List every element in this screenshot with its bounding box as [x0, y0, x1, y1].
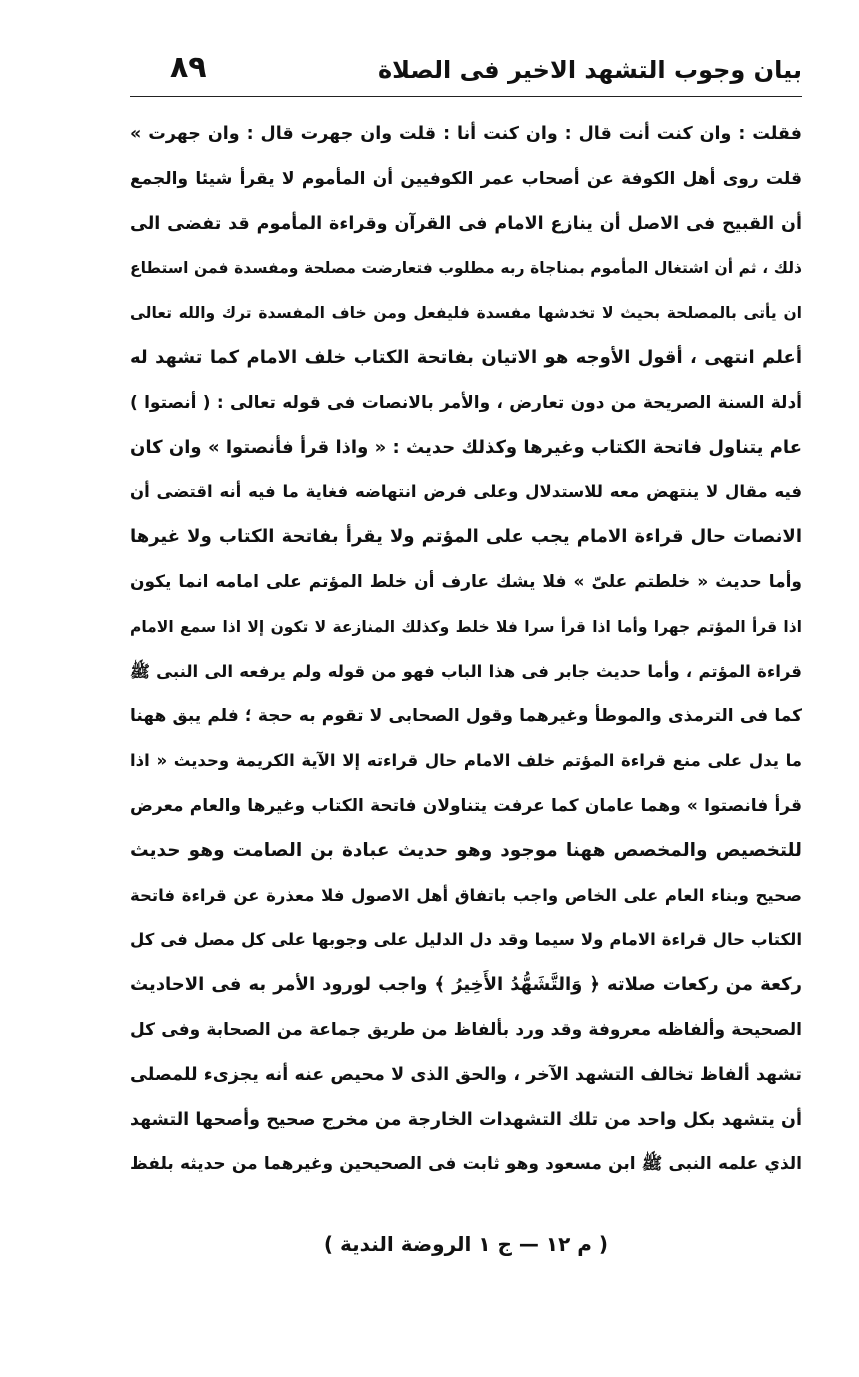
text-line: قلت روى أهل الكوفة عن أصحاب عمر الكوفيين أن المأموم لا يقرأ شيئا والجمع: [130, 168, 802, 189]
text-line: قراءة المؤتم ، وأما حديث جابر فى هذا الباب فهو من قوله ولم يرفعه الى النبى ﷺ: [130, 661, 802, 681]
text-line: ما يدل على منع قراءة المؤتم خلف الامام حال قراءته إلا الآية الكريمة وحديث « اذا: [130, 751, 802, 771]
running-title: بيان وجوب التشهد الاخير فى الصلاة: [377, 56, 802, 84]
text-line: ركعة من ركعات صلاته ﴿ وَالتَّشَهُّدُ الأَخِيرُ ﴾ واجب لورود الأمر به فى الاحاديث: [130, 974, 802, 996]
text-line: الذي علمه النبى ﷺ ابن مسعود وهو ثابت فى الصحيحين وغيرهما من حديثه بلفظ: [130, 1154, 802, 1175]
text-line: ان يأتى بالمصلحة بحيث لا تخدشها مفسدة فليفعل ومن خاف المفسدة ترك والله تعالى: [130, 304, 802, 323]
text-line: الصحيحة وألفاظه معروفة وقد ورد بألفاظ من طريق جماعة من الصحابة وفى كل: [130, 1019, 802, 1040]
text-line: أن القبيح فى الاصل أن ينازع الامام فى القرآن وقراءة المأموم قد تفضى الى: [130, 213, 802, 234]
text-line: وأما حديث « خلطتم علىّ » فلا يشك عارف أن خلط المؤتم على امامه انما يكون: [130, 571, 802, 592]
text-line: الانصات حال قراءة الامام يجب على المؤتم ولا يقرأ بفاتحة الكتاب ولا غيرها: [130, 526, 802, 548]
text-line: فيه مقال لا ينتهض معه للاستدلال وعلى فرض انتهاضه فغاية ما فيه أنه اقتضى أن: [130, 482, 802, 502]
page-header: [130, 50, 802, 97]
text-line: فقلت : وان كنت أنت قال : وان كنت أنا : قلت وان جهرت قال : وان جهرت »: [130, 124, 802, 144]
text-line: قرأ فانصتوا » وهما عامان كما عرفت يتناولان فاتحة الكتاب وغيرها والعام معرض: [130, 795, 802, 816]
page-number: ٨٩: [170, 50, 207, 85]
text-line: أعلم انتهى ، أقول الأوجه هو الاتيان بفاتحة الكتاب خلف الامام كما تشهد له: [130, 346, 802, 368]
text-line: أدلة السنة الصريحة من دون تعارض ، والأمر بالانصات فى قوله تعالى : ( أنصتوا ): [130, 392, 802, 413]
text-line: صحيح وبناء العام على الخاص واجب باتفاق أهل الاصول فلا معذرة عن قراءة فاتحة: [130, 885, 802, 905]
text-line: تشهد ألفاظ تخالف التشهد الآخر ، والحق الذى لا محيص عنه أنه يجزىء للمصلى: [130, 1064, 802, 1085]
text-line: كما فى الترمذى والموطأ وغيرهما وقول الصحابى لا تقوم به حجة ؛ فلم يبق ههنا: [130, 706, 802, 727]
text-line: الكتاب حال قراءة الامام ولا سيما وقد دل الدليل على وجوبها على كل مصل فى كل: [130, 930, 802, 950]
text-line: أن يتشهد بكل واحد من تلك التشهدات الخارجة من مخرج صحيح وأصحها التشهد: [130, 1109, 802, 1130]
text-line: ذلك ، ثم أن اشتغال المأموم بمناجاة ربه مطلوب فتعارضت مصلحة ومفسدة فمن استطاع: [130, 259, 802, 278]
text-line: عام يتناول فاتحة الكتاب وغيرها وكذلك حديث : « واذا قرأ فأنصتوا » وان كان: [130, 436, 802, 458]
signature-mark: ( م ١٢ — ج ١ الروضة الندية ): [323, 1232, 609, 1256]
text-line: اذا قرأ المؤتم جهرا وأما اذا قرأ سرا فلا خلط وكذلك المنازعة لا تكون إلا اذا سمع الامام: [130, 617, 802, 636]
text-line: للتخصيص والمخصص ههنا موجود وهو حديث عبادة بن الصامت وهو حديث: [130, 839, 802, 861]
body-text: [130, 112, 802, 1187]
